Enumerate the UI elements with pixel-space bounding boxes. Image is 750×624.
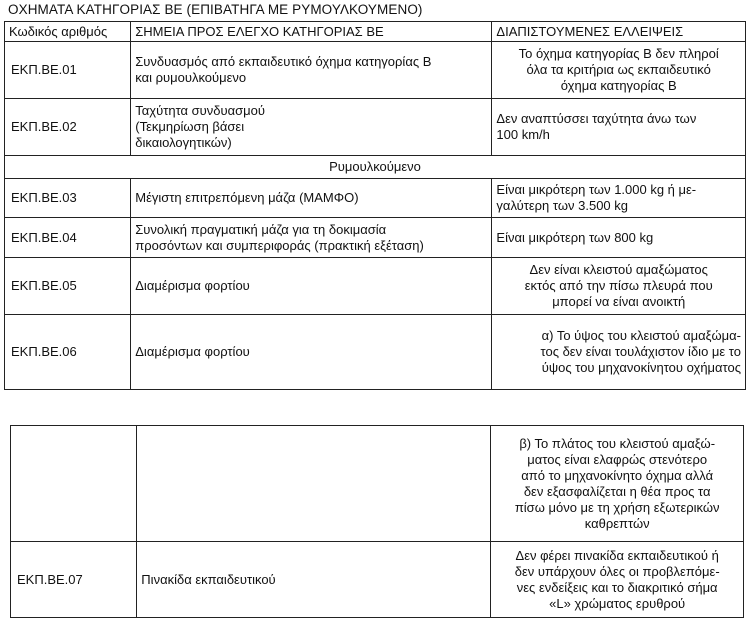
row-code: ΕΚΠ.ΒΕ.04	[5, 218, 131, 258]
row-point-line: Ταχύτητα συνδυασμού	[135, 103, 266, 118]
row-point	[131, 258, 492, 315]
row-defect	[492, 258, 746, 315]
row-defect-line: 100 km/h	[496, 127, 550, 142]
header-defects: ΔΙΑΠΙΣΤΟΥΜΕΝΕΣ ΕΛΛΕΙΨΕΙΣ	[492, 22, 746, 42]
row-defect-line: Δεν αναπτύσσει ταχύτητα άνω των	[496, 111, 697, 126]
row-defect	[491, 542, 744, 618]
row-defect-line: τος δεν είναι τουλάχιστον ίδιο με το	[540, 344, 741, 359]
table-row	[5, 99, 746, 156]
row-defect	[492, 179, 746, 218]
row-defect-line: όχημα κατηγορίας Β	[560, 78, 677, 93]
row-defect-line: καθρεπτών	[584, 515, 650, 531]
row-defect	[492, 218, 746, 258]
row-defect-line: Είναι μικρότερη των 1.000 kg ή με-	[496, 182, 697, 197]
header-code: Κωδικός αριθμός	[5, 22, 131, 42]
row-point	[131, 218, 492, 258]
table-row	[5, 315, 746, 390]
table-row	[5, 258, 746, 315]
row-defect-line: «L» χρώματος ερυθρού	[549, 595, 686, 611]
row-point	[131, 42, 492, 99]
row-defect-line: όλα τα κριτήρια ως εκπαιδευτικό	[526, 62, 711, 77]
row-defect	[492, 99, 746, 156]
section-row	[5, 156, 746, 179]
row-point-line: προσόντων και συμπεριφοράς (πρακτική εξέταση)	[135, 237, 424, 253]
table-row	[11, 426, 744, 542]
row-defect-line: Το όχημα κατηγορίας Β δεν πληροί	[518, 46, 719, 61]
row-defect-line: Δεν φέρει πινακίδα εκπαιδευτικού ή	[515, 547, 719, 563]
row-defect-line: μπορεί να είναι ανοικτή	[552, 294, 686, 309]
row-defect-line: ύψος του μηχανοκίνητου οχήματος	[541, 360, 741, 375]
row-code: ΕΚΠ.ΒΕ.02	[5, 99, 131, 156]
row-point-line: Διαμέρισμα φορτίου	[135, 278, 250, 293]
row-defect-line: β) Το πλάτος του κλειστού αμαξώ-	[519, 435, 716, 451]
row-defect-line: ματος είναι ελαφρώς στενότερο	[527, 451, 708, 467]
table-row	[5, 179, 746, 218]
row-point	[131, 315, 492, 390]
row-point-line: Διαμέρισμα φορτίου	[135, 344, 250, 359]
row-point	[137, 426, 491, 542]
row-point	[137, 542, 491, 618]
inspection-table	[4, 21, 746, 390]
row-defect-line: νες ενδείξεις και το διακριτικό σήμα	[516, 579, 718, 595]
table-row	[11, 542, 744, 618]
row-code: ΕΚΠ.ΒΕ.06	[5, 315, 131, 390]
row-code: ΕΚΠ.ΒΕ.07	[11, 542, 137, 618]
row-point-line: και ρυμουλκούμενο	[135, 70, 247, 85]
row-point-line: Συνολική πραγματική μάζα για τη δοκιμασία	[135, 221, 387, 237]
row-defect	[491, 426, 744, 542]
row-defect	[492, 42, 746, 99]
row-point-line: Συνδυασμός από εκπαιδευτικό όχημα κατηγορίας Β	[135, 54, 432, 69]
row-code: ΕΚΠ.ΒΕ.01	[5, 42, 131, 99]
row-defect-line: από το μηχανοκίνητο όχημα αλλά	[521, 467, 714, 483]
row-point-line: Πινακίδα εκπαιδευτικού	[141, 571, 276, 587]
row-point	[131, 99, 492, 156]
row-defect-line: Δεν είναι κλειστού αμαξώματος	[529, 262, 708, 277]
table-row	[5, 42, 746, 99]
row-defect-line: πίσω μόνο με τη χρήση εξωτερικών	[514, 499, 720, 515]
row-point-line: (Τεκμηρίωση βάσει	[135, 119, 245, 134]
row-point-line: Μέγιστη επιτρεπόμενη μάζα (ΜΑΜΦΟ)	[135, 190, 359, 205]
row-defect-line: δεν υπάρχουν όλες οι προβλεπόμε-	[514, 563, 720, 579]
header-points: ΣΗΜΕΙΑ ΠΡΟΣ ΕΛΕΓΧΟ ΚΑΤΗΓΟΡΙΑΣ ΒΕ	[131, 22, 492, 42]
row-defect-line: γαλύτερη των 3.500 kg	[496, 198, 628, 213]
row-point-line: δικαιολογητικών)	[135, 135, 232, 150]
row-defect-line: εκτός από την πίσω πλευρά που	[524, 278, 713, 293]
row-defect-line: Είναι μικρότερη των 800 kg	[496, 229, 654, 245]
row-code: ΕΚΠ.ΒΕ.03	[5, 179, 131, 218]
page-title: ΟΧΗΜΑΤΑ ΚΑΤΗΓΟΡΙΑΣ ΒΕ (ΕΠΙΒΑΤΗΓΑ ΜΕ ΡΥΜΟΥΛΚΟΥΜΕΝΟ)	[8, 2, 423, 17]
row-defect-line: δεν εξασφαλίζεται η θέα προς τα	[523, 483, 711, 499]
row-point	[131, 179, 492, 218]
section-trailer-label: Ρυμουλκούμενο	[5, 156, 746, 179]
row-defect-line: α) Το ύψος του κλειστού αμαξώμα-	[541, 328, 741, 343]
row-defect	[492, 315, 746, 390]
table-row	[5, 218, 746, 258]
inspection-table-continued	[10, 425, 744, 618]
header-row	[5, 22, 746, 42]
row-code	[11, 426, 137, 542]
row-code: ΕΚΠ.ΒΕ.05	[5, 258, 131, 315]
